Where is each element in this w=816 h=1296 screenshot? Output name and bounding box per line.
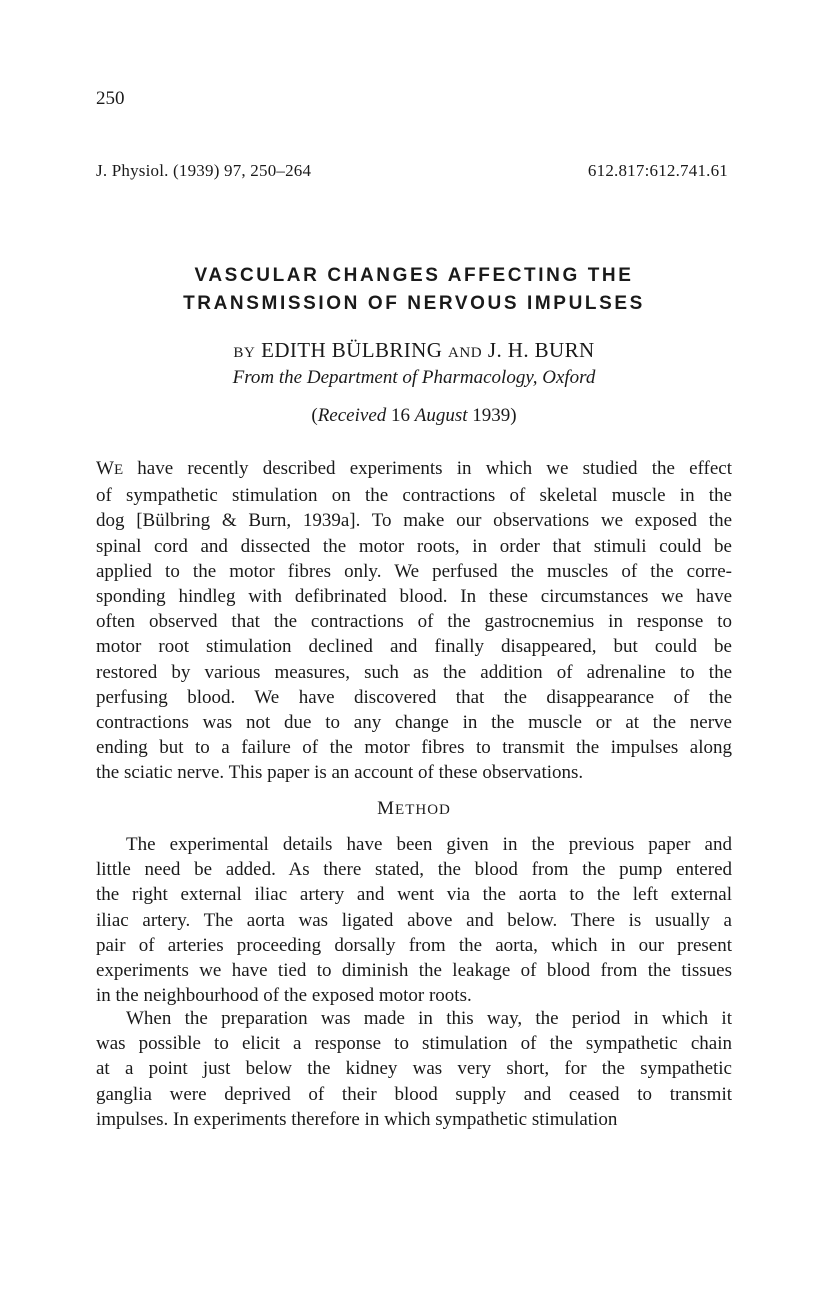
received-label: Received bbox=[317, 405, 387, 426]
received-day: 16 bbox=[391, 405, 411, 426]
byline-and: AND bbox=[447, 345, 483, 361]
received-date: (Received 16 August 1939) bbox=[311, 405, 517, 426]
paragraph-method-1 bbox=[96, 832, 732, 1008]
text-line: applied to the motor fibres only. We perfused the muscles of the corre- bbox=[96, 560, 732, 582]
paper-title-line-2: TRANSMISSION OF NERVOUS IMPULSES bbox=[183, 293, 645, 314]
author-2: J. H. BURN bbox=[487, 338, 595, 362]
classification-code: 612.817:612.741.61 bbox=[587, 161, 728, 180]
affiliation: From the Department of Pharmacology, Oxford bbox=[232, 367, 596, 388]
author-1: EDITH BÜLBRING bbox=[261, 338, 443, 362]
journal-reference: J. Physiol. (1939) 97, 250–264 bbox=[96, 161, 312, 180]
text-line: dog [Bülbring & Burn, 1939a]. To make our observations we exposed the bbox=[96, 510, 732, 532]
text-line: the sciatic nerve. This paper is an account of these observations. bbox=[96, 762, 584, 784]
text-line: ganglia were deprived of their blood supply and ceased to transmit bbox=[96, 1083, 732, 1105]
text-line: at a point just below the kidney was very short, for the sympathetic bbox=[96, 1058, 732, 1080]
text-line: ending but to a failure of the motor fibres to transmit the impulses along bbox=[96, 737, 732, 759]
text-line: sponding hindleg with defibrinated blood. In these circumstances we have bbox=[96, 586, 732, 608]
running-head bbox=[96, 161, 728, 181]
text-line: was possible to elicit a response to stimulation of the sympathetic chain bbox=[96, 1033, 732, 1055]
received-year: 1939 bbox=[472, 405, 511, 426]
text-line: contractions was not due to any change in the muscle or at the nerve bbox=[96, 712, 732, 734]
received-month: August bbox=[414, 405, 468, 426]
paper-title-line-1: VASCULAR CHANGES AFFECTING THE bbox=[194, 265, 634, 286]
page-number: 250 bbox=[96, 88, 125, 109]
text-line: The experimental details have been given in the previous paper and bbox=[126, 834, 732, 855]
text-line: pair of arteries proceeding dorsally from the aorta, which in our present bbox=[96, 934, 732, 956]
text-line: restored by various measures, such as the addition of adrenaline to the bbox=[96, 661, 732, 683]
text-line: the right external iliac artery and went via the aorta to the left external bbox=[96, 884, 732, 906]
byline-by: BY bbox=[233, 345, 256, 361]
text-line: motor root stimulation declined and finally disappeared, but could be bbox=[96, 636, 732, 658]
text-line: WE have recently described experiments in which we studied the effect bbox=[96, 458, 732, 479]
section-heading-method bbox=[96, 798, 732, 820]
text-line: iliac artery. The aorta was ligated above and below. There is usually a bbox=[96, 909, 732, 931]
text-line: of sympathetic stimulation on the contractions of skeletal muscle in the bbox=[96, 485, 732, 507]
title-block bbox=[96, 262, 732, 427]
paragraph-method-2 bbox=[96, 1006, 732, 1132]
text-line: impulses. In experiments therefore in which sympathetic stimulation bbox=[96, 1108, 618, 1130]
text-line: When the preparation was made in this way, the period in which it bbox=[126, 1008, 732, 1029]
text-line: often observed that the contractions of the gastrocnemius in response to bbox=[96, 611, 732, 633]
section-heading-text: METHOD bbox=[377, 798, 451, 819]
text-line: in the neighbourhood of the exposed motor roots. bbox=[96, 985, 472, 1007]
paragraph-introduction bbox=[96, 456, 732, 786]
text-line: little need be added. As there stated, the blood from the pump entered bbox=[96, 859, 732, 881]
text-line: experiments we have tied to diminish the leakage of blood from the tissues bbox=[96, 960, 732, 982]
byline bbox=[96, 338, 732, 363]
text-line: perfusing blood. We have discovered that the disappearance of the bbox=[96, 686, 732, 708]
text-line: spinal cord and dissected the motor roots, in order that stimuli could be bbox=[96, 535, 732, 557]
